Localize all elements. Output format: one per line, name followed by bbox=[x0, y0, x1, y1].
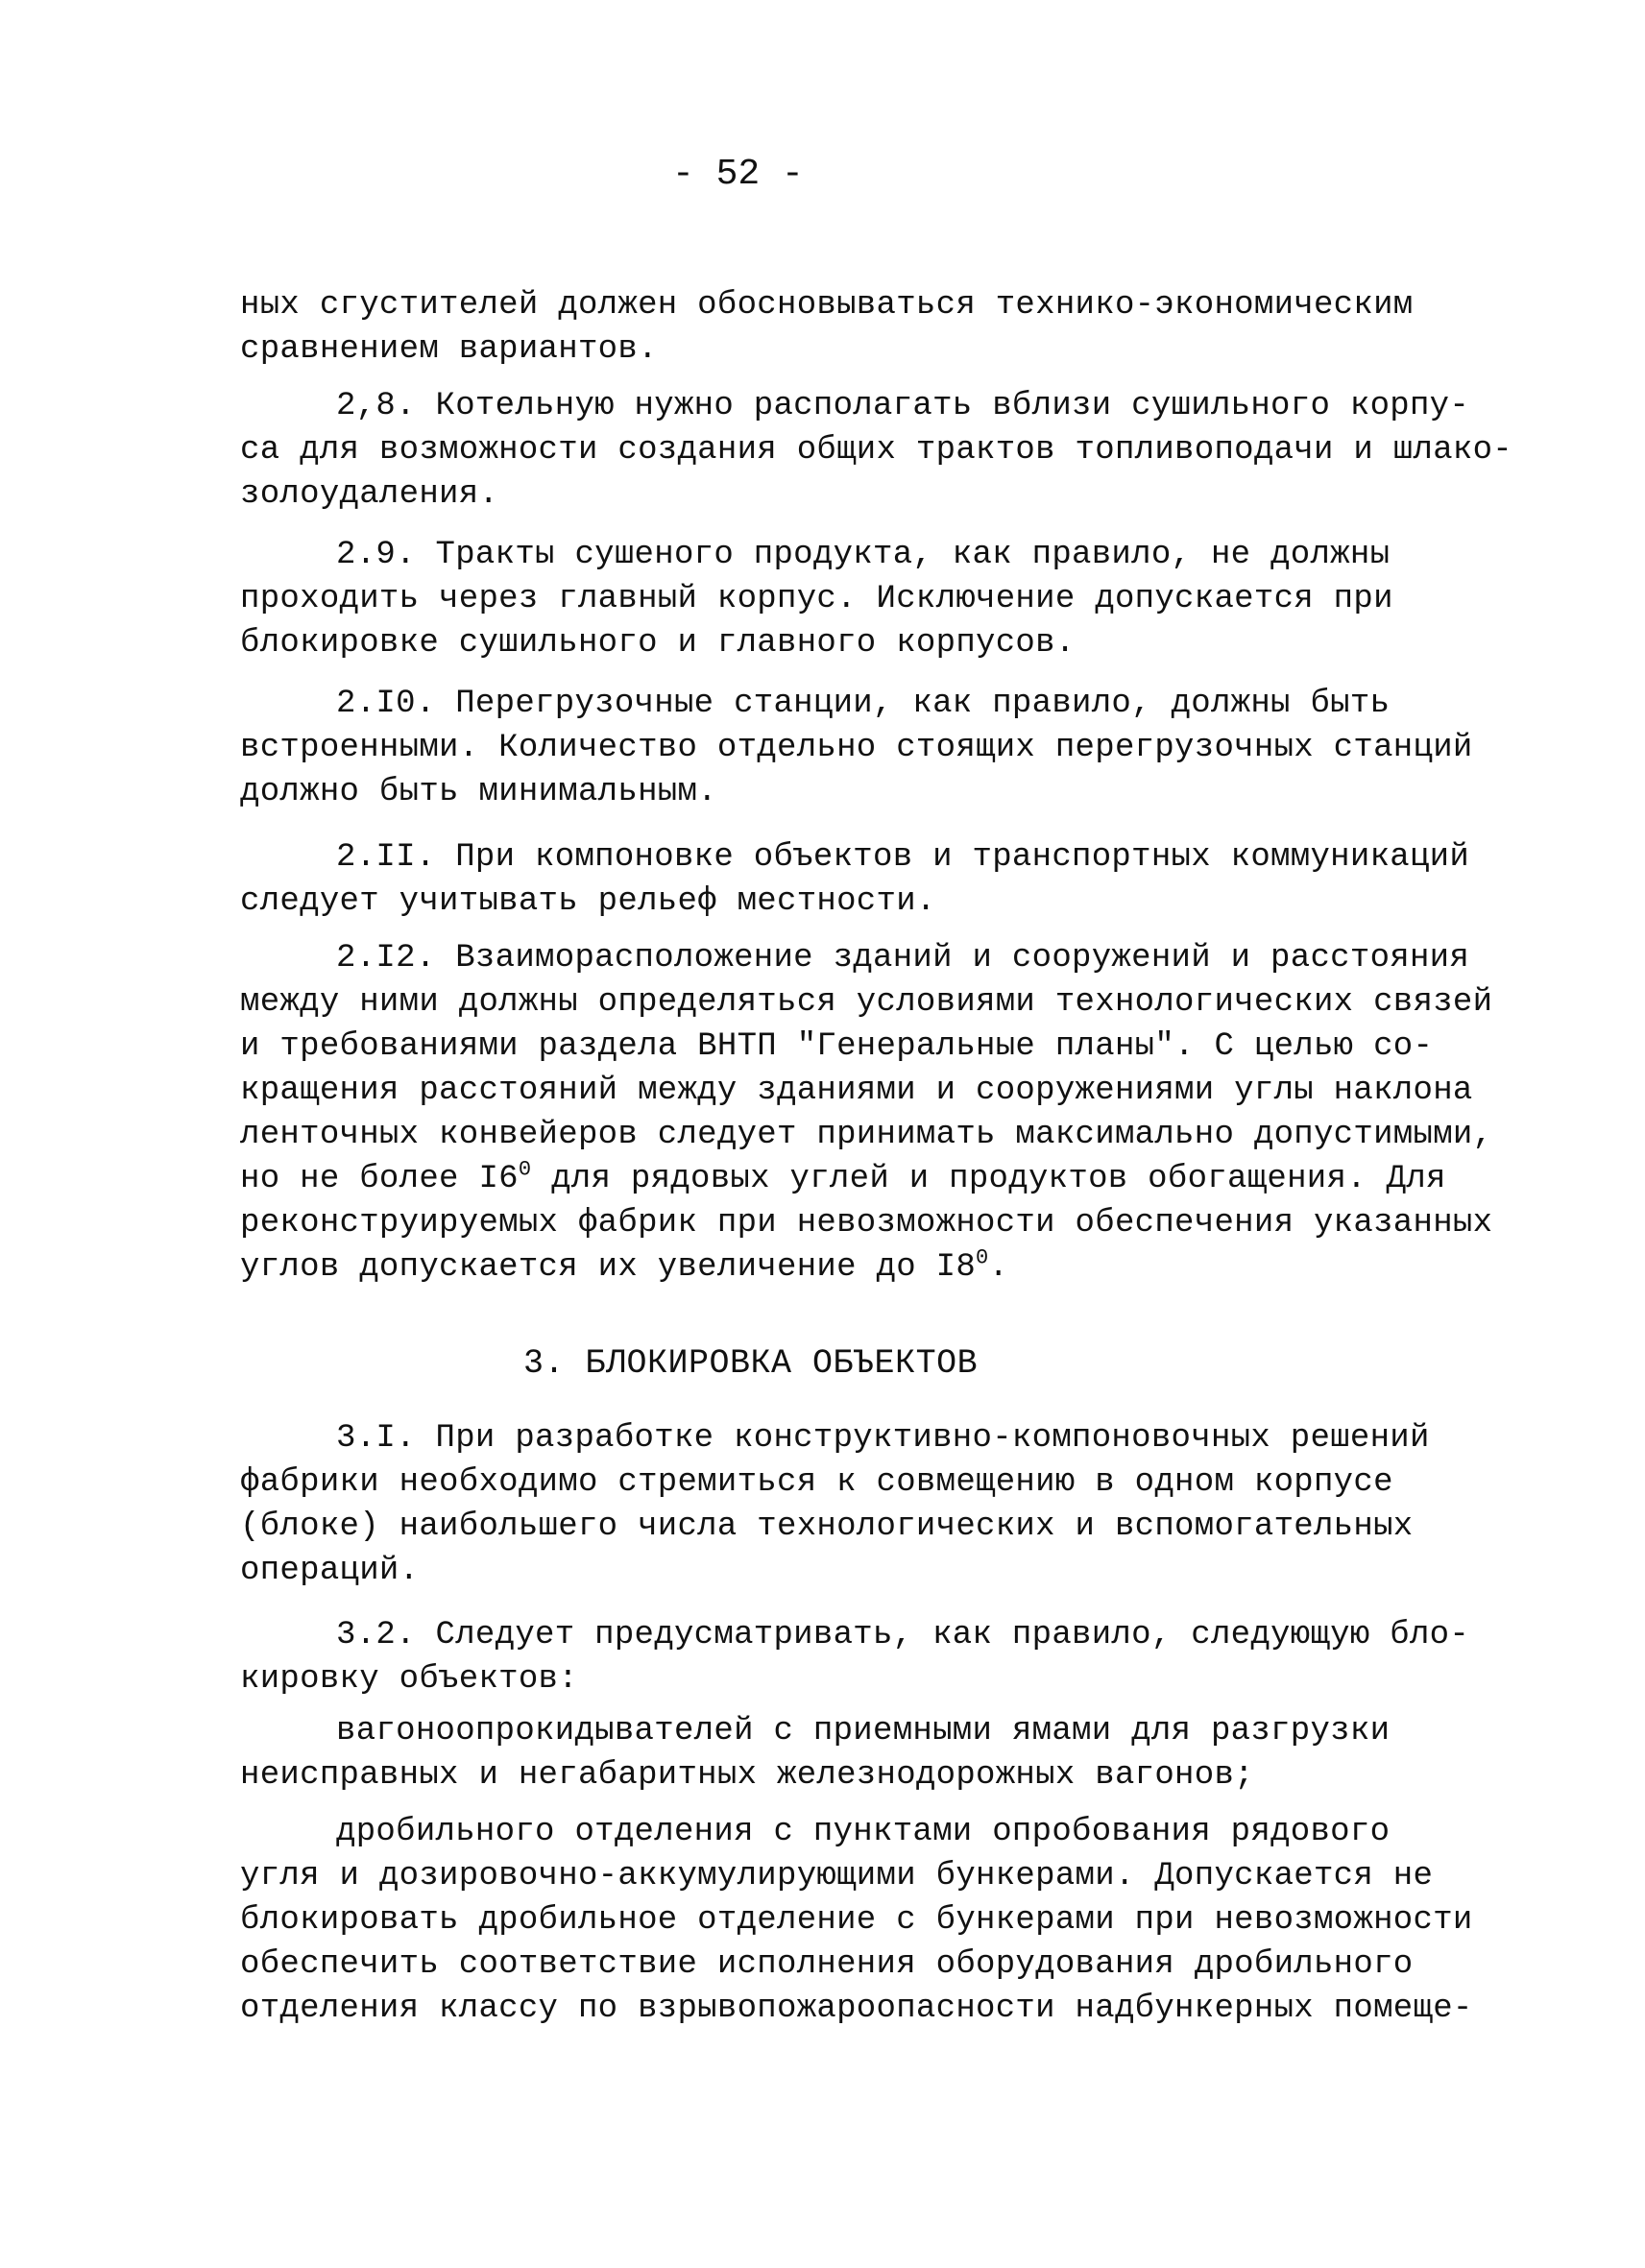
text-segment: но не более I6 bbox=[240, 1161, 519, 1197]
degree-superscript: 0 bbox=[976, 1245, 989, 1270]
paragraph-3-2 bbox=[240, 1613, 1470, 1701]
text-line: фабрики необходимо стремиться к совмещению в одном корпусе bbox=[240, 1464, 1393, 1501]
text-line: реконструируемых фабрик при невозможности обеспечения указанных bbox=[240, 1205, 1493, 1242]
paragraph-2-12 bbox=[240, 936, 1493, 1290]
text-line: должно быть минимальным. bbox=[240, 774, 717, 810]
text-segment: . bbox=[988, 1249, 1009, 1286]
text-line: 3.2. Следует предусматривать, как правило, следующую бло- bbox=[336, 1617, 1470, 1653]
text-line bbox=[240, 1157, 1446, 1201]
degree-superscript: 0 bbox=[518, 1157, 532, 1182]
text-line: 2.I0. Перегрузочные станции, как правило, должны быть bbox=[336, 686, 1391, 722]
text-line: са для возможности создания общих трактов топливоподачи и шлако- bbox=[240, 432, 1513, 469]
list-item bbox=[240, 1810, 1473, 2031]
text-line: блокировать дробильное отделение с бункерами при невозможности bbox=[240, 1902, 1473, 1939]
text-line: сравнением вариантов. bbox=[240, 331, 658, 368]
paragraph-2-8 bbox=[240, 384, 1513, 517]
text-segment: для рядовых углей и продуктов обогащения. Для bbox=[531, 1161, 1446, 1197]
text-line: блокировке сушильного и главного корпусов. bbox=[240, 625, 1076, 662]
paragraph-3-1 bbox=[240, 1416, 1431, 1593]
paragraph-2-11 bbox=[240, 835, 1470, 924]
text-line: ных сгустителей должен обосновываться технико-экономическим bbox=[240, 287, 1414, 324]
text-line: отделения классу по взрывопожароопасности надбункерных помеще- bbox=[240, 1991, 1473, 2027]
paragraph-continuation bbox=[240, 283, 1431, 372]
text-line: кращения расстояний между зданиями и сооружениями углы наклона bbox=[240, 1073, 1473, 1109]
text-line: неисправных и негабаритных железнодорожных вагонов; bbox=[240, 1757, 1254, 1794]
text-line: и требованиями раздела ВНТП "Генеральные планы". С целью со- bbox=[240, 1028, 1434, 1065]
paragraph-2-10 bbox=[240, 682, 1473, 814]
text-line: обеспечить соответствие исполнения оборудования дробильного bbox=[240, 1946, 1414, 1983]
text-line: золоудаления. bbox=[240, 476, 499, 513]
page-number: - 52 - bbox=[672, 154, 804, 195]
text-line: ленточных конвейеров следует принимать максимально допустимыми, bbox=[240, 1117, 1493, 1153]
text-line: 2,8. Котельную нужно располагать вблизи сушильного корпу- bbox=[336, 388, 1470, 424]
text-line bbox=[240, 1245, 1431, 1290]
text-segment: углов допускается их увеличение до I8 bbox=[240, 1249, 977, 1286]
text-line: кировку объектов: bbox=[240, 1661, 578, 1698]
text-line: 2.II. При компоновке объектов и транспортных коммуникаций bbox=[336, 839, 1470, 876]
text-line: следует учитывать рельеф местности. bbox=[240, 883, 936, 920]
text-line: встроенными. Количество отдельно стоящих перегрузочных станций bbox=[240, 730, 1473, 766]
text-line: 2.9. Тракты сушеного продукта, как правило, не должны bbox=[336, 537, 1391, 573]
list-item bbox=[240, 1709, 1431, 1798]
text-line: проходить через главный корпус. Исключение допускается при bbox=[240, 581, 1393, 617]
text-line: угля и дозировочно-аккумулирующими бункерами. Допускается не bbox=[240, 1858, 1434, 1894]
text-line: (блоке) наибольшего числа технологических и вспомогательных bbox=[240, 1508, 1414, 1545]
text-line: вагоноопрокидывателей с приемными ямами для разгрузки bbox=[336, 1713, 1391, 1749]
text-line: 2.I2. Взаиморасположение зданий и сооружений и расстояния bbox=[336, 940, 1470, 977]
text-line: операций. bbox=[240, 1553, 420, 1589]
text-line: 3.I. При разработке конструктивно-компоновочных решений bbox=[336, 1420, 1430, 1457]
text-line: дробильного отделения с пунктами опробования рядового bbox=[336, 1814, 1391, 1850]
section-heading: 3. БЛОКИРОВКА ОБЪЕКТОВ bbox=[523, 1344, 979, 1383]
paragraph-2-9 bbox=[240, 533, 1431, 665]
text-line: между ними должны определяться условиями технологических связей bbox=[240, 984, 1493, 1021]
